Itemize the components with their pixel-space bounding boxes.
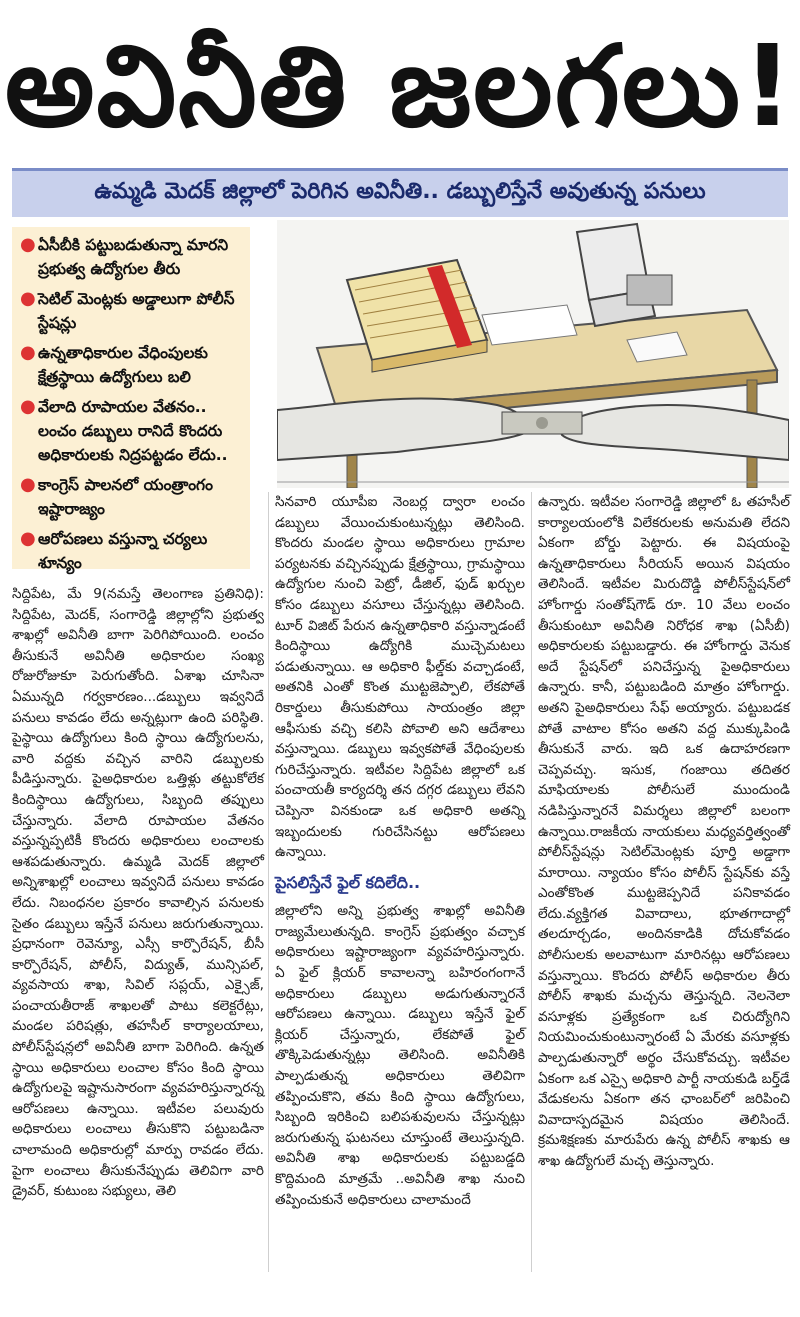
- subheadline: ఉమ్మడి మెదక్ జిల్లాలో పెరిగిన అవినీతి.. డబ్బులిస్తేనే అవుతున్న పనులు: [94, 179, 706, 204]
- body-paragraph: ఉన్నారు. ఇటీవల సంగారెడ్డి జిల్లాలో ఓ తహసీల్ కార్యాలయంలోకి విలేకరులకు అనుమతి లేదని ఏకంగా బోర్డు పెట్టారు. ఈ విషయంపై ఉన్నతాధికారులు సీరియస్ అయిన విషయం తెలిసిందే. ఇటీవల మిరుదొడ్డి పోలీస్‌స్టేషన్‌లో హోంగార్డు సంతోష్‌గౌడ్ రూ. 10 వేలు లంచం తీసుకుంటూ అవినీతి నిరోధక శాఖ (ఏసీబీ) అధికారులకు పట్టుబడ్డారు. ఈ హోంగార్డు వెనుక అదే స్టేషన్‌లో పనిచేస్తున్న పైఅధికారులు ఉన్నారు. కానీ, పట్టుబడింది మాత్రం హోంగార్డు. అతని పైఅధికారులు సేఫ్ అయ్యారు. పట్టుబడక పోతే వాటాల కోసం అతని వద్ద ముక్కుపిండి తీసుకునే వారు. ఇది ఒక ఉదాహరణగా చెప్పవచ్చు. ఇసుక, గంజాయి తదితర మాఫియాలకు పోలీసులే ముందుండి నడిపిస్తున్నారనే విమర్శలు జిల్లాలో బలంగా ఉన్నాయి.రాజకీయ నాయకులు మధ్యవర్తిత్వంతో పోలీస్‌స్టేషన్లు సెటిల్‌మెంట్లకు పూర్తి అడ్డాగా మారాయి. న్యాయం కోసం పోలీస్ స్టేషన్‌కు వస్తే ఎంతోకొంత ముట్టజెప్పనిదే పనికావడం లేదు.వ్యక్తిగత వివాదాలు, భూతగాదాల్లో తలదూర్చడం, అందినకాడికి దోచుకోవడం పోలీసులకు అలవాటుగా మారినట్లు ఆరోపణలు వస్తున్నాయి. కొందరు పోలీస్ అధికారుల తీరు పోలీస్ శాఖకు మచ్చను తెస్తున్నది. నెలనెలా వసూళ్లకు ప్రత్యేకంగా ఒక చిరుద్యోగిని నియమించుకుంటున్నారంటే ఏ మేరకు వసూళ్లకు పాల్పడుతున్నారో అర్థం చేసుకోవచ్చు. ఇటీవల ఏకంగా ఒక ఎస్సై అధికారి పార్టీ నాయకుడి బర్త్‌డే వేడుకలను ఏకంగా తన ఛాంబర్‌లో జరిపించి వివాదాస్పదమైన విషయం తెలిసిందే. క్రమశిక్షణకు మారుపేరు ఉన్న పోలీస్ శాఖకు ఆ శాఖ ఉద్యోగులే మచ్చ తెస్తున్నారు.: [538, 494, 790, 1169]
- highlight-item: [20, 473, 244, 521]
- bullet-icon: ●: [20, 288, 36, 309]
- bullet-icon: ●: [20, 396, 36, 417]
- highlight-text: ఏసీబీకి పట్టుబడుతున్నా మారని ప్రభుత్వ ఉద్యోగుల తీరు: [38, 236, 229, 278]
- column-divider: [531, 492, 532, 1272]
- highlight-text: ఉన్నతాధికారుల వేధింపులకు క్షేత్రస్థాయి ఉద్యోగులు బలి: [38, 344, 208, 386]
- column-divider: [268, 492, 269, 1272]
- section-subtitle: పైసలిస్తేనే ఫైల్ కదిలేది..: [275, 872, 421, 892]
- article-column-3: [538, 492, 790, 1172]
- body-paragraph: సినవారి యూపీఐ నెంబర్ల ద్వారా లంచం డబ్బులు వేయించుకుంటున్నట్లు తెలిసింది. కొందరు మండల స్థాయి అధికారులు గ్రామాల పర్యటనకు వచ్చినప్పుడు క్షేత్రస్థాయి, గ్రామస్థాయి ఉద్యోగుల నుంచి పెట్రో, డీజిల్, ఫుడ్ ఖర్చుల కోసం డబ్బులు వసూలు చేస్తున్నట్లు తెలిసింది. టూర్ విజిట్ పేరున ఉన్నతాధికారి వస్తున్నాడంటే కిందిస్థాయి ఉద్యోగికి ముచ్చెమటలు పడుతున్నాయి. ఆ అధికారి ఫీల్డ్‌కు వచ్చాడంటే, అతనికి ఎంతో కొంత ముట్టజెప్పాలి, లేకపోతే రికార్డులు తీసుకుపోయి సాయంత్రం జిల్లా ఆఫీసుకు వచ్చి కలిసి పోవాలి అని ఆదేశాలు వస్తున్నాయి. డబ్బులు ఇవ్వకపోతే వేధింపులకు గురిచేస్తున్నారు. ఇటీవల సిద్దిపేట జిల్లాలో ఒక పంచాయతీ కార్యదర్శి తన దగ్గర డబ్బులు లేవని చెప్పినా వినకుండా ఒక అధికారి అతన్ని ఇబ్బందులకు గురిచేసినట్టు ఆరోపణలు ఉన్నాయి.: [275, 494, 525, 861]
- article-column-2: [275, 492, 525, 1210]
- highlight-text: ఆరోపణలు వస్తున్నా చర్యలు శూన్యం: [38, 530, 208, 572]
- body-paragraph: సిద్దిపేట, మే 9(నమస్తే తెలంగాణ ప్రతినిధి): సిద్దిపేట, మెదక్, సంగారెడ్డి జిల్లాల్లోని ప్రభుత్వ శాఖల్లో అవినీతి బాగా పెరిగిపోయింది. లంచం తీసుకునే అవినీతి అధికారుల సంఖ్య రోజురోజుకూ పెరుగుతోంది. ఏశాఖ చూసినా ఏమున్నది గర్వకారణం...డబ్బులు ఇవ్వనిదే పనులు కావడం లేదు అన్నట్లుగా ఉంది పరిస్థితి. పైస్థాయి ఉద్యోగులు కింది స్థాయి ఉద్యోగులను, వారి వద్దకు వచ్చిన వారిని డబ్బులకు పీడిస్తున్నారు. పైఅధికారుల ఒత్తిళ్లు తట్టుకోలేక కిందిస్థాయి ఉద్యోగులు, సిబ్బంది తప్పులు చేస్తున్నారు. వేలాది రూపాయల వేతనం వస్తున్నప్పటికీ కొందరు అధికారులు లంచాలకు ఆశపడుతున్నారు. ఉమ్మడి మెదక్ జిల్లాలో అన్నిశాఖల్లో లంచాలు ఇవ్వనిదే పనులు కావడం లేదు. నిబంధనల ప్రకారం కావాల్సిన పనులకు సైతం డబ్బులు ఇస్తేనే పనులు జరుగుతున్నాయి. ప్రధానంగా రెవెన్యూ, ఎస్సీ కార్పొరేషన్, బీసీ కార్పొరేషన్, పోలీస్, విద్యుత్, మున్సిపల్, వ్యవసాయ శాఖ, సివిల్ సప్లయ్, ఎక్సైజ్, పంచాయతీరాజ్ శాఖలతో పాటు కలెక్టరేట్లు, మండల పరిషత్లు, తహసీల్ కార్యాలయాలు, పోలీస్‌స్టేషన్లలో అవినీతి బాగా పెరిగింది. ఉన్నత స్థాయి అధికారులు లంచాల కోసం కింది స్థాయి ఉద్యోగులపై ఇష్టానుసారంగా వ్యవహరిస్తున్నారన్న ఆరోపణలు ఉన్నాయి. ఇటీవల పలువురు అధికారులు లంచాలు తీసుకొని పట్టుబడినా చాలామంది అధికారుల్లో మార్పు రావడం లేదు. పైగా లంచాలు తీసుకునేప్పుడు తెలివిగా వారి డ్రైవర్, కుటుంబ సభ్యులు, తెలి: [12, 586, 264, 1200]
- bribe-illustration: [277, 220, 789, 488]
- body-paragraph: జిల్లాలోని అన్ని ప్రభుత్వ శాఖల్లో అవినీతి రాజ్యమేలుతున్నది. కాంగ్రెస్ ప్రభుత్వం వచ్చాక అధికారులు ఇష్టారాజ్యంగా వ్యవహరిస్తున్నారు. ఏ ఫైల్ క్లియర్ కావాలన్నా బహిరంగంగానే అధికారులు డబ్బులు అడుగుతున్నారనే ఆరోపణలు ఉన్నాయి. డబ్బులు ఇస్తేనే ఫైల్ క్లియర్ చేస్తున్నారు, లేకపోతే ఫైల్ తొక్కిపెడుతున్నట్లు తెలిసింది. అవినీతికి పాల్పడుతున్న అధికారులు తెలివిగా తప్పించుకొని, తమ కింది స్థాయి ఉద్యోగులు, సిబ్బంది ఇరికించి బలిపశువులను చేస్తున్నట్లు జరుగుతున్న ఘటనలు చూస్తుంటే తెలుస్తున్నది. అవినీతి శాఖ అధికారులకు పట్టుబడ్డది కొద్దిమంది మాత్రమే ..అవినీతి శాఖ నుంచి తప్పించుకునే అధికారులు చాలామందే: [275, 903, 525, 1208]
- highlights-box: [12, 227, 250, 572]
- bribe-under-table-illustration-icon: [277, 220, 789, 488]
- highlight-item: [20, 341, 244, 389]
- highlight-item: [20, 395, 244, 467]
- headline: అవినీతి జలగలు!: [4, 22, 796, 152]
- highlight-item: [20, 233, 244, 281]
- subheadline-banner: [12, 168, 788, 217]
- highlight-text: వేలాది రూపాయల వేతనం.. లంచం డబ్బులు రానిదే కొందరు అధికారులకు నిద్రపట్టడం లేదు..: [38, 398, 228, 464]
- bullet-icon: ●: [20, 234, 36, 255]
- bullet-icon: ●: [20, 342, 36, 363]
- highlight-text: సెటిల్ మెంట్లకు అడ్డాలుగా పోలీస్ స్టేషన్లు: [38, 290, 235, 332]
- article-column-1: [12, 584, 264, 1202]
- highlight-text: కాంగ్రెస్ పాలనలో యంత్రాంగం ఇష్టారాజ్యం: [38, 476, 213, 518]
- bullet-icon: ●: [20, 474, 36, 495]
- highlight-item: [20, 287, 244, 335]
- bullet-icon: ●: [20, 528, 36, 549]
- highlight-item: [20, 527, 244, 575]
